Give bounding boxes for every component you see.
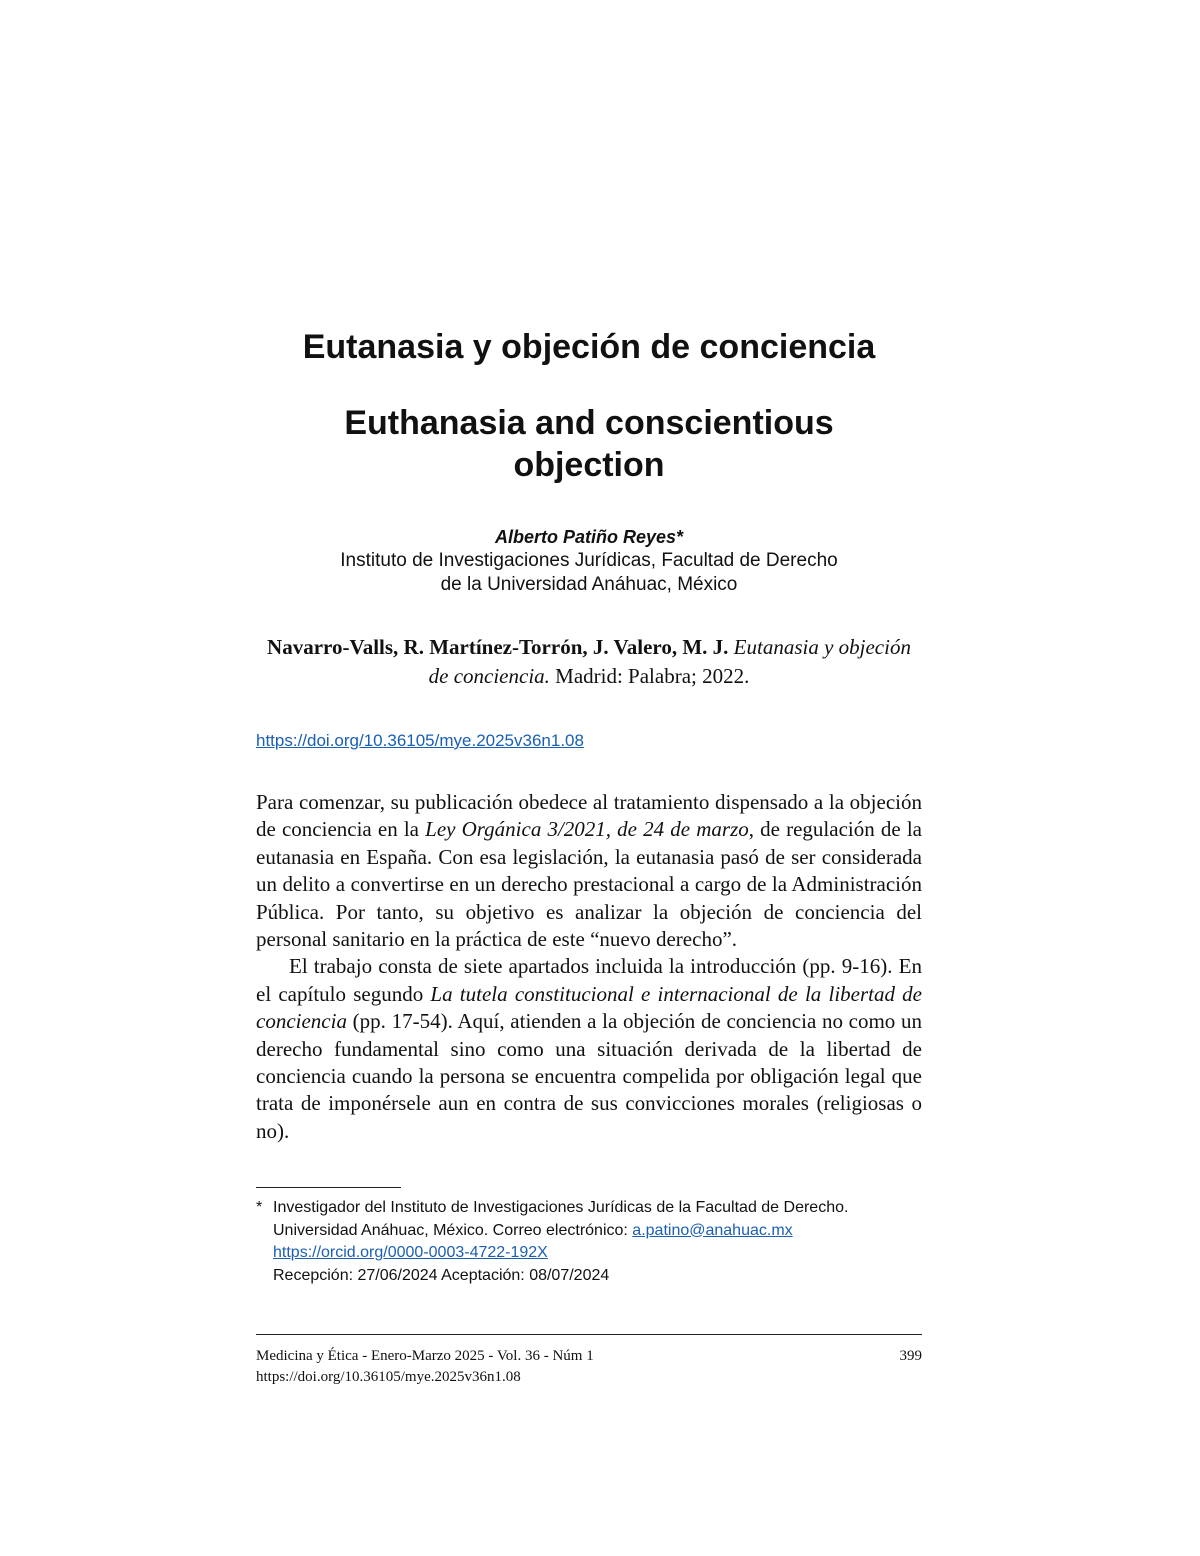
body-paragraph-2	[256, 953, 922, 1145]
p1-text-start: Para comenzar, su publicación obedece al tratamiento dispensado a la objeción de conciencia en la	[256, 790, 922, 842]
footnote-mark: *	[256, 1199, 263, 1216]
reviewed-work-title: Eutanasia y objeción de conciencia.	[428, 635, 911, 688]
affiliation-line-1: Instituto de Investigaciones Jurídicas, Facultad de Derecho	[340, 550, 838, 571]
footer-journal-info: Medicina y Ética - Enero-Marzo 2025 - Vol. 36 - Núm 1	[256, 1348, 594, 1364]
page-number: 399	[899, 1348, 922, 1364]
author-affiliation	[0, 549, 1178, 597]
author-footnote	[256, 1197, 926, 1287]
received-accepted-dates: Recepción: 27/06/2024 Aceptación: 08/07/2024	[273, 1266, 610, 1284]
body-paragraph-1	[256, 789, 922, 953]
article-title-spanish: Eutanasia y objeción de conciencia	[302, 328, 876, 366]
footnote-email-prefix: Universidad Anáhuac, México. Correo electrónico:	[273, 1221, 633, 1239]
reviewed-work-authors: Navarro-Valls, R. Martínez-Torrón, J. Valero, M. J.	[267, 635, 729, 659]
footnote-separator	[256, 1187, 401, 1188]
chapter-title: La tutela constitucional e internacional de la libertad de conciencia	[256, 981, 923, 1034]
reviewed-work-publisher: Madrid: Palabra; 2022.	[555, 664, 750, 688]
p1-text-end: , de regulación de la eutanasia en España. Con esa legislación, la eutanasia pasó de ser considerada un delito a convertirse en un derecho prestacional a cargo de la Administración Pública. Por tanto, su objetivo es analizar la objeción de conciencia del personal sanitario en la práctica de este “nuevo derecho”.	[256, 817, 922, 952]
footer-doi: https://doi.org/10.36105/mye.2025v36n1.08	[256, 1369, 521, 1385]
footnote-line-1: Investigador del Instituto de Investigaciones Jurídicas de la Facultad de Derecho.	[273, 1199, 849, 1216]
author-name: Alberto Patiño Reyes*	[494, 527, 684, 547]
footnote-line-2	[273, 1220, 926, 1243]
article-title-english	[0, 402, 1178, 486]
p2-text-end: (pp. 17-54). Aquí, atienden a la objeción de conciencia no como un derecho fundamental sino como una situación derivada de la libertad de conciencia cuando la persona se encuentra compelida por obligación legal que trata de imponérsele aun en contra de sus convicciones morales (religiosas o no).	[256, 1009, 922, 1143]
review-body	[256, 789, 922, 1145]
doi-link[interactable]: https://doi.org/10.36105/mye.2025v36n1.08	[256, 731, 584, 750]
author-email-link[interactable]: a.patino@anahuac.mx	[632, 1221, 793, 1239]
title-english-line-1: Euthanasia and conscientious	[344, 404, 834, 442]
p2-text-start: El trabajo consta de siete apartados incluida la introducción (pp. 9-16). En el capítulo segundo	[256, 954, 922, 1006]
reviewed-work-reference	[256, 633, 922, 691]
title-english-line-2: objection	[513, 446, 665, 484]
footer-rule	[256, 1334, 922, 1335]
law-title: Ley Orgánica 3/2021, de 24 de marzo	[425, 817, 749, 842]
orcid-link[interactable]: https://orcid.org/0000-0003-4722-192X	[273, 1244, 548, 1261]
affiliation-line-2: de la Universidad Anáhuac, México	[440, 574, 738, 595]
